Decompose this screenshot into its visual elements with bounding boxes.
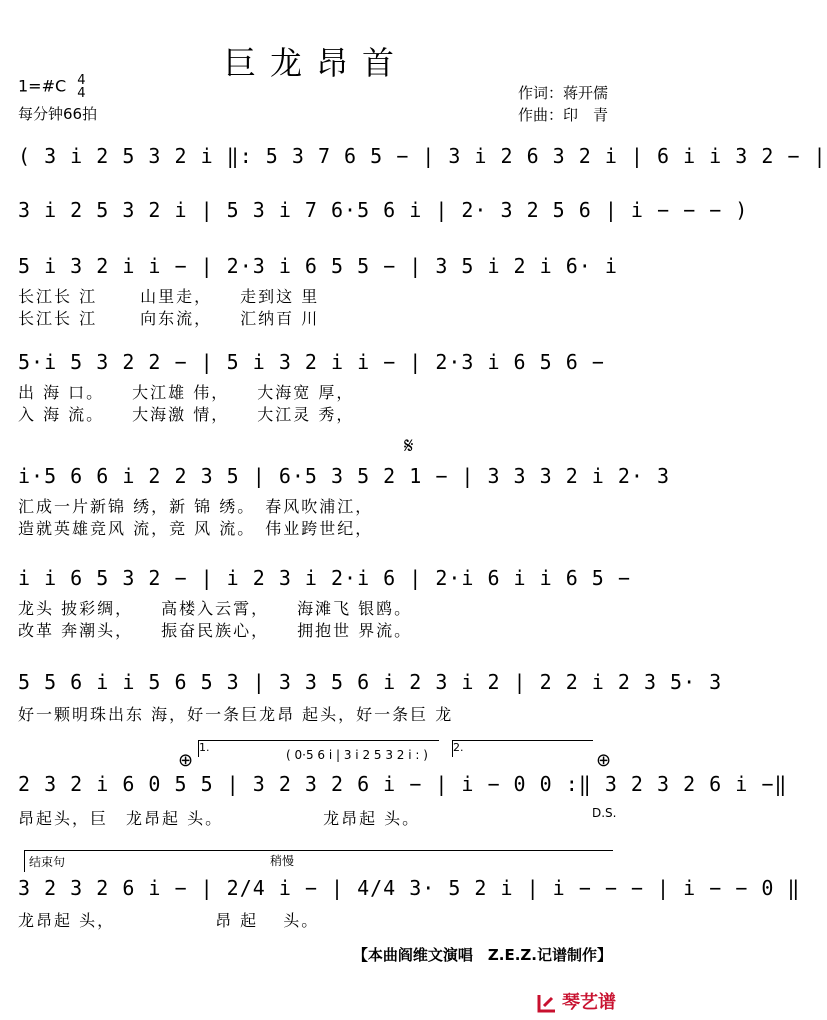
notes-line: ( 3 i 2 5 3 2 i ‖: 5 3 7 6 5 − | 3 i 2 6 3 2 i | 6 i i 3 2 − | — [18, 144, 827, 168]
score-row-6 — [0, 562, 632, 642]
ending-bracket — [24, 850, 613, 872]
score-row-4 — [0, 346, 632, 426]
notes-line: 5·i 5 3 2 2 − | 5 i 3 2 i i − | 2·3 i 6 5 6 − — [18, 350, 605, 374]
lyric-verse-1: 昂起头，巨 龙昂起 头。 龙昂起 头。 — [18, 809, 421, 828]
notes-line: i i 6 5 3 2 − | i 2 3 i 2·i 6 | 2·i 6 i i 6 5 − — [18, 566, 631, 590]
score-row-7 — [0, 666, 723, 726]
lyric-verse-1: 好一颗明珠出东 海，好一条巨龙昂 起头，好一条巨 龙 — [18, 705, 454, 724]
footer-credit: 【本曲阎维文演唱 Z.E.Z.记谱制作】 — [352, 946, 612, 964]
ending-label: 结束句 — [29, 855, 66, 869]
score-row-9 — [0, 872, 801, 932]
key-signature — [18, 74, 86, 100]
logo-text: 琴艺谱 — [562, 992, 616, 1013]
coda-sign-2: ⊕ — [596, 750, 612, 771]
logo-icon — [536, 992, 558, 1014]
score-row-5 — [0, 460, 671, 540]
volta-second-label: 2. — [453, 741, 464, 754]
volta-first-label: 1. — [199, 741, 210, 754]
key-label: 1=#C — [18, 76, 67, 96]
meter-top: 4 — [77, 73, 86, 88]
slower-marking: 稍慢 — [270, 854, 295, 868]
lyric-verse-2: 造就英雄竞风 流，竞 风 流。 伟业跨世纪， — [18, 519, 374, 538]
coda-sign: ⊕ — [178, 750, 194, 771]
meter-bottom: 4 — [77, 86, 86, 101]
lyric-verse-1: 汇成一片新锦 绣，新 锦 绣。 春风吹浦江， — [18, 497, 374, 516]
segno-sign: 𝄋 — [404, 434, 414, 459]
song-title: 巨龙昂首 — [223, 44, 408, 82]
lyric-verse-1: 龙头 披彩绸， 高楼入云霄， 海滩飞 银鸥。 — [18, 599, 413, 618]
notes-line: 3 i 2 5 3 2 i | 5 3 i 7 6·5 6 i | 2· 3 2 5 6 | i − − − ) — [18, 198, 749, 222]
lyric-verse-1: 龙昂起 头， 昂 起 头。 — [18, 911, 320, 930]
notes-line: 5 i 3 2 i i − | 2·3 i 6 5 5 − | 3 5 i 2 i 6· i — [18, 254, 618, 278]
notes-line: 2 3 2 i 6 0 5 5 | 3 2 3 2 6 i − | i − 0 0 :‖ 3 2 3 2 6 i −‖ — [18, 772, 788, 796]
lyric-verse-2: 入 海 流。 大海激 情， 大江灵 秀， — [18, 405, 355, 424]
notes-line: i·5 6 6 i 2 2 3 5 | 6·5 3 5 2 1 − | 3 3 3 2 i 2· 3 — [18, 464, 671, 488]
tempo-marking: 每分钟66拍 — [18, 105, 98, 123]
notes-line: 3 2 3 2 6 i − | 2/4 i − | 4/4 3· 5 2 i | i − − − | i − − 0 ‖ — [18, 876, 801, 900]
score-row-2 — [0, 194, 749, 234]
volta-second-ending — [452, 740, 593, 757]
score-row-1 — [0, 140, 827, 180]
lyric-verse-2: 长江长 江 向东流， 汇纳百 川 — [18, 309, 320, 328]
time-signature — [77, 74, 85, 100]
dal-segno: D.S. — [592, 806, 617, 820]
volta-interlude-notes: ( 0·5 6 i | 3 i 2 5 3 2 i : ) — [286, 748, 428, 762]
lyricist-credit: 作词：蒋开儒 — [517, 84, 608, 102]
notes-line: 5 5 6 i i 5 6 5 3 | 3 3 5 6 i 2 3 i 2 | 2 2 i 2 3 5· 3 — [18, 670, 723, 694]
score-row-3 — [0, 250, 632, 330]
site-logo[interactable] — [536, 988, 616, 1014]
lyric-verse-1: 出 海 口。 大江雄 伟， 大海宽 厚， — [18, 383, 355, 402]
composer-credit: 作曲：印 青 — [517, 106, 608, 124]
lyric-verse-1: 长江长 江 山里走， 走到这 里 — [18, 287, 320, 306]
score-row-8 — [0, 768, 788, 838]
lyric-verse-2: 改革 奔潮头， 振奋民族心， 拥抱世 界流。 — [18, 621, 413, 640]
